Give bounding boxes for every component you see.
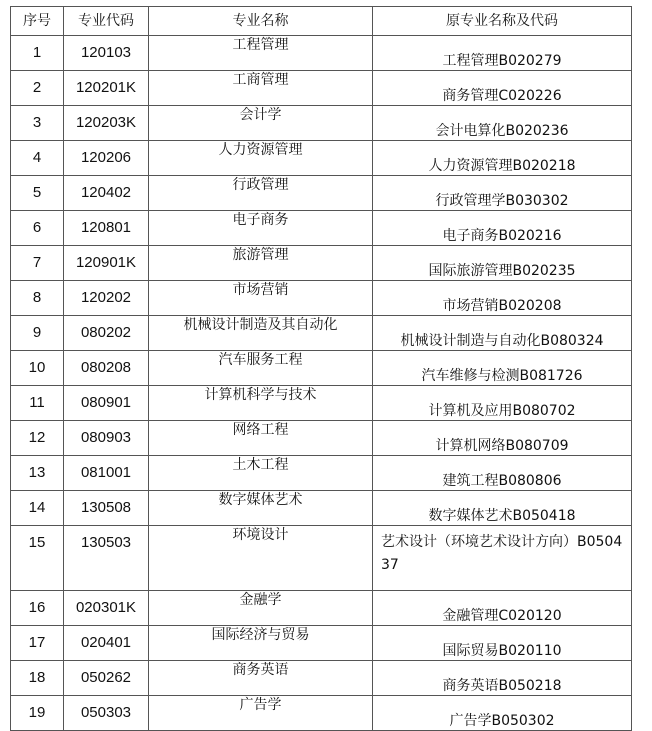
cell-orig: 建筑工程B080806	[373, 456, 632, 491]
table-row	[11, 491, 632, 526]
cell-name: 土木工程	[149, 456, 373, 491]
cell-no: 11	[11, 386, 64, 421]
table-row	[11, 591, 632, 626]
table-header	[11, 7, 632, 36]
table-row	[11, 176, 632, 211]
header-orig: 原专业名称及代码	[373, 7, 632, 36]
header-name: 专业名称	[149, 7, 373, 36]
cell-code: 080901	[64, 386, 149, 421]
cell-no: 13	[11, 456, 64, 491]
cell-name: 旅游管理	[149, 246, 373, 281]
cell-no: 2	[11, 71, 64, 106]
cell-orig: 商务管理C020226	[373, 71, 632, 106]
cell-orig: 机械设计制造与自动化B080324	[373, 316, 632, 351]
cell-no: 10	[11, 351, 64, 386]
cell-orig: 广告学B050302	[373, 696, 632, 731]
cell-name: 工商管理	[149, 71, 373, 106]
cell-name: 市场营销	[149, 281, 373, 316]
header-row	[11, 7, 632, 36]
table-row	[11, 246, 632, 281]
cell-orig: 人力资源管理B020218	[373, 141, 632, 176]
cell-code: 020301K	[64, 591, 149, 626]
table-row	[11, 211, 632, 246]
cell-name: 环境设计	[149, 526, 373, 591]
cell-no: 15	[11, 526, 64, 591]
cell-code: 120206	[64, 141, 149, 176]
cell-code: 120801	[64, 211, 149, 246]
cell-orig: 国际贸易B020110	[373, 626, 632, 661]
cell-orig: 行政管理学B030302	[373, 176, 632, 211]
table-row	[11, 386, 632, 421]
cell-orig: 国际旅游管理B020235	[373, 246, 632, 281]
table-row	[11, 281, 632, 316]
cell-code: 080903	[64, 421, 149, 456]
cell-orig: 计算机网络B080709	[373, 421, 632, 456]
cell-no: 12	[11, 421, 64, 456]
cell-orig: 汽车维修与检测B081726	[373, 351, 632, 386]
cell-orig: 艺术设计（环境艺术设计方向）B050437	[373, 526, 632, 591]
table-body	[11, 36, 632, 731]
table-row	[11, 626, 632, 661]
table-row	[11, 456, 632, 491]
cell-name: 行政管理	[149, 176, 373, 211]
cell-code: 120402	[64, 176, 149, 211]
cell-code: 050303	[64, 696, 149, 731]
cell-no: 14	[11, 491, 64, 526]
cell-name: 人力资源管理	[149, 141, 373, 176]
cell-name: 广告学	[149, 696, 373, 731]
cell-orig: 电子商务B020216	[373, 211, 632, 246]
cell-name: 数字媒体艺术	[149, 491, 373, 526]
cell-orig: 市场营销B020208	[373, 281, 632, 316]
cell-code: 130508	[64, 491, 149, 526]
cell-no: 19	[11, 696, 64, 731]
cell-no: 18	[11, 661, 64, 696]
table-row	[11, 316, 632, 351]
cell-orig: 数字媒体艺术B050418	[373, 491, 632, 526]
cell-name: 商务英语	[149, 661, 373, 696]
cell-code: 081001	[64, 456, 149, 491]
table-row	[11, 141, 632, 176]
cell-no: 8	[11, 281, 64, 316]
cell-name: 工程管理	[149, 36, 373, 71]
cell-code: 120203K	[64, 106, 149, 141]
cell-name: 汽车服务工程	[149, 351, 373, 386]
table-row	[11, 661, 632, 696]
cell-no: 9	[11, 316, 64, 351]
cell-no: 6	[11, 211, 64, 246]
header-no: 序号	[11, 7, 64, 36]
cell-no: 5	[11, 176, 64, 211]
cell-orig: 计算机及应用B080702	[373, 386, 632, 421]
cell-name: 机械设计制造及其自动化	[149, 316, 373, 351]
cell-orig: 工程管理B020279	[373, 36, 632, 71]
table-row	[11, 71, 632, 106]
majors-table	[10, 6, 632, 731]
cell-orig: 会计电算化B020236	[373, 106, 632, 141]
cell-name: 计算机科学与技术	[149, 386, 373, 421]
cell-code: 080208	[64, 351, 149, 386]
cell-code: 120201K	[64, 71, 149, 106]
cell-no: 17	[11, 626, 64, 661]
table-row	[11, 421, 632, 456]
cell-code: 120103	[64, 36, 149, 71]
cell-no: 4	[11, 141, 64, 176]
cell-code: 020401	[64, 626, 149, 661]
cell-code: 080202	[64, 316, 149, 351]
table-row	[11, 36, 632, 71]
header-code: 专业代码	[64, 7, 149, 36]
cell-name: 网络工程	[149, 421, 373, 456]
cell-no: 16	[11, 591, 64, 626]
cell-no: 1	[11, 36, 64, 71]
table-row	[11, 696, 632, 731]
cell-orig: 商务英语B050218	[373, 661, 632, 696]
cell-orig: 金融管理C020120	[373, 591, 632, 626]
cell-no: 3	[11, 106, 64, 141]
cell-code: 120901K	[64, 246, 149, 281]
cell-code: 130503	[64, 526, 149, 591]
cell-name: 电子商务	[149, 211, 373, 246]
cell-code: 120202	[64, 281, 149, 316]
cell-name: 会计学	[149, 106, 373, 141]
cell-name: 国际经济与贸易	[149, 626, 373, 661]
table-row	[11, 351, 632, 386]
table-row	[11, 106, 632, 141]
cell-name: 金融学	[149, 591, 373, 626]
table-row	[11, 526, 632, 591]
cell-no: 7	[11, 246, 64, 281]
cell-code: 050262	[64, 661, 149, 696]
